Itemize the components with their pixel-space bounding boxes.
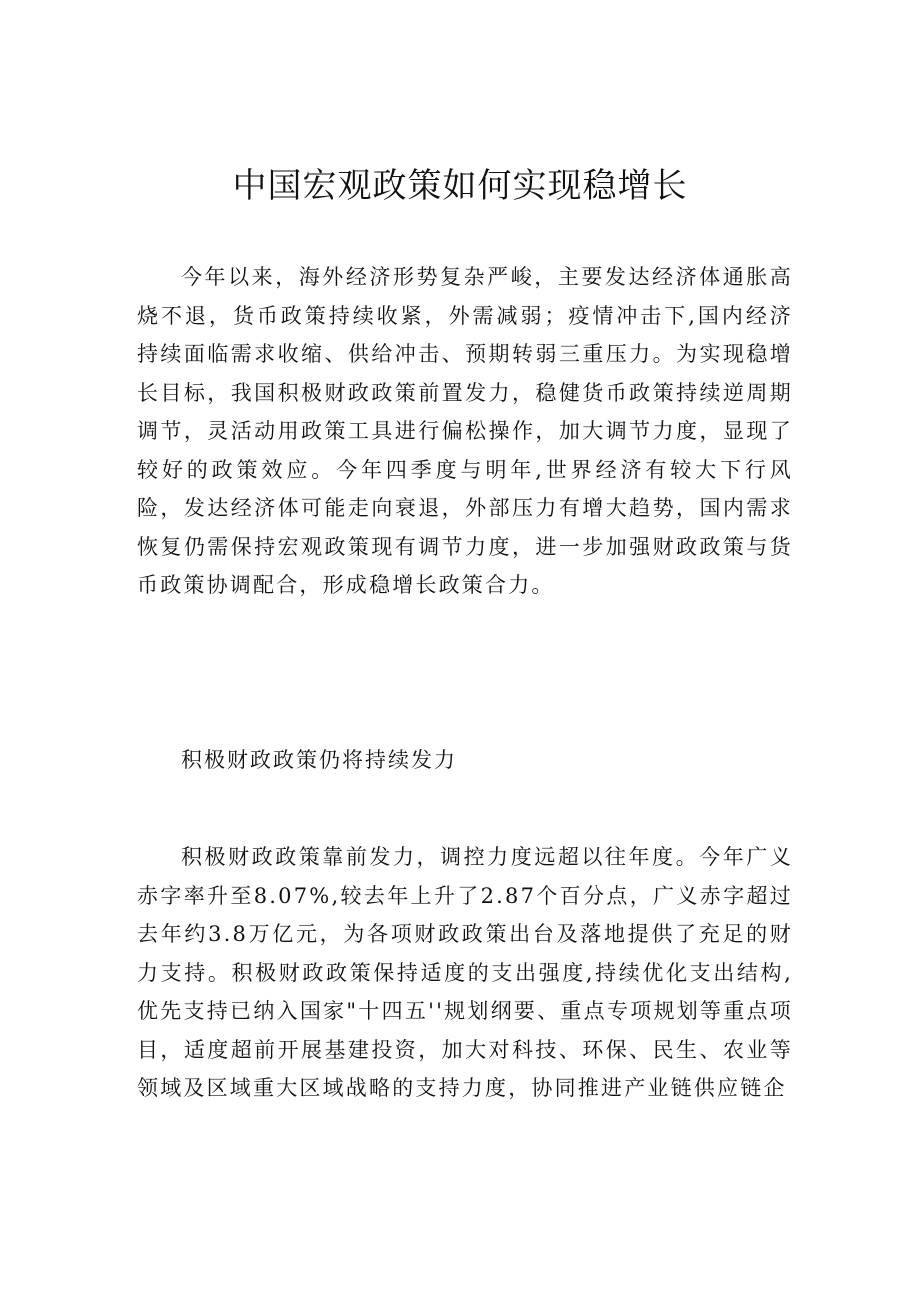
paragraph-intro: 今年以来，海外经济形势复杂严峻，主要发达经济体通胀高烧不退，货币政策持续收紧，外需减弱；疫情冲击下,国内经济持续面临需求收缩、供给冲击、预期转弱三重压力。为实现稳增长目标，我国积极财政政策前置发力，稳健货币政策持续逆周期调节，灵活动用政策工具进行偏松操作，加大调节力度，显现了较好的政策效应。今年四季度与明年,世界经济有较大下行风险，发达经济体可能走向衰退，外部压力有增大趋势，国内需求恢复仍需保持宏观政策现有调节力度，进一步加强财政政策与货币政策协调配合，形成稳增长政策合力。 [137,265,793,597]
section-heading-fiscal-policy: 积极财政政策仍将持续发力 [181,748,457,772]
paragraph-fiscal-policy: 积极财政政策靠前发力，调控力度远超以往年度。今年广义赤字率升至8.07%,较去年上升了2.87个百分点，广义赤字超过去年约3.8万亿元，为各项财政政策出台及落地提供了充足的财力支持。积极财政政策保持适度的支出强度,持续优化支出结构,优先支持已纳入国家"十四五''规划纲要、重点专项规划等重点项目，适度超前开展基建投资，加大对科技、环保、民生、农业等领域及区域重大区域战略的支持力度，协同推进产业链供应链企 [137,845,793,1100]
document-title: 中国宏观政策如何实现稳增长 [232,166,688,206]
